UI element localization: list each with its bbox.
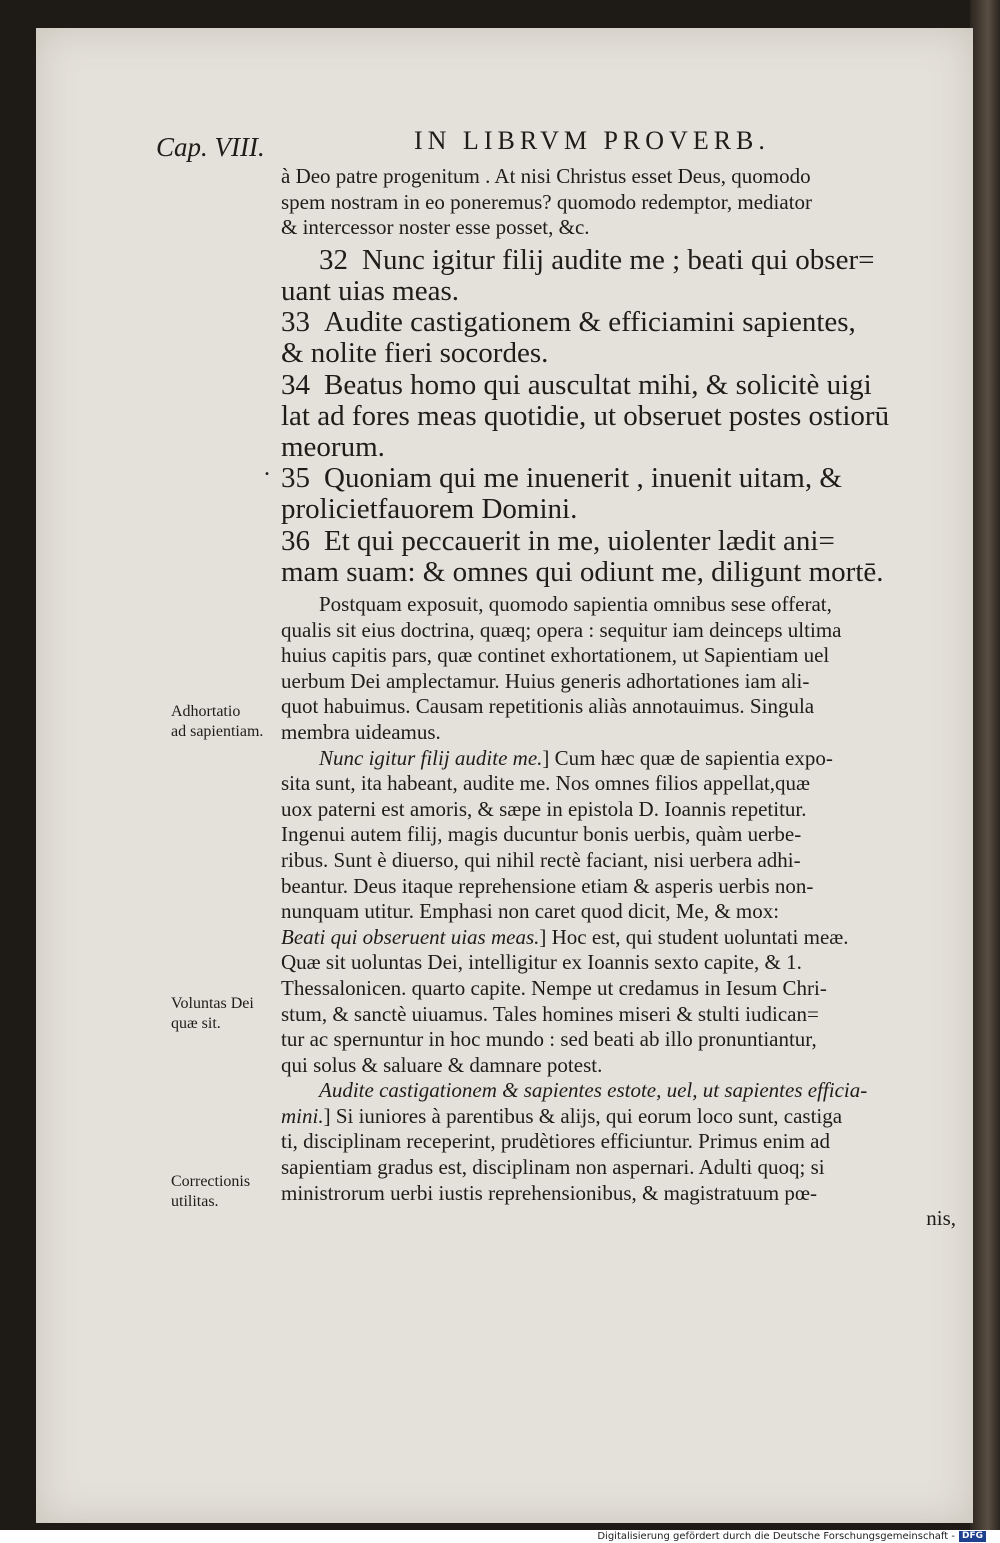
verse-number: 35 (281, 462, 310, 495)
verse-line: meorum. (281, 431, 385, 463)
verse-number: 32 (319, 243, 348, 276)
lemma: Nunc igitur filij audite me. (319, 745, 543, 770)
commentary-line: ribus. Sunt è diuerso, qui nihil rectè faciant, nisi uerbera adhi- (281, 847, 801, 872)
commentary-line: Thessalonicen. quarto capite. Nempe ut credamus in Iesum Chri- (281, 975, 827, 1000)
margin-dot: . (264, 455, 270, 481)
margin-note-voluntas: Voluntas Dei quæ sit. (171, 995, 254, 1032)
footer-text: Digitalisierung gefördert durch die Deutsche Forschungsgemeinschaft - (597, 1531, 955, 1542)
verse-32: 32 Nunc igitur filij audite me ; beati qui obser= (319, 243, 875, 276)
commentary-line: qualis sit eius doctrina, quæq; opera : sequitur iam deinceps ultima (281, 617, 842, 642)
commentary-line: nunquam utitur. Emphasi non caret quod dicit, Me, & mox: (281, 899, 780, 924)
verse-number: 33 (281, 306, 310, 339)
book-page (36, 28, 973, 1523)
commentary-line: Nunc igitur filij audite me.] Cum hæc quæ de sapientia expo- (319, 745, 833, 770)
commentary-line: mini.] Si iuniores à parentibus & alijs, qui eorum loco sunt, castiga (281, 1103, 843, 1128)
commentary-line: uox paterni est amoris, & sæpe in epistola D. Ioannis repetitur. (281, 796, 807, 821)
verse-34: 34 Beatus homo qui auscultat mihi, & solicitè uigi (281, 368, 872, 401)
lemma: mini. (281, 1103, 324, 1128)
verse-line: prolicietfauorem Domini. (281, 493, 578, 526)
commentary-line: Postquam exposuit, quomodo sapientia omnibus sese offerat, (319, 592, 832, 617)
commentary-line: tur ac spernuntur in hoc mundo : sed beati ab illo pronuntiantur, (281, 1027, 817, 1052)
verse-number: 34 (281, 368, 310, 401)
main-text-block (281, 164, 956, 1232)
digitization-footer (597, 1531, 986, 1542)
chapter-heading: Cap. VIII. (156, 132, 265, 162)
commentary-line: sita sunt, ita habeant, audite me. Nos omnes filios appellat,quæ (281, 771, 810, 796)
verse-line: uant uias meas. (281, 274, 459, 307)
verse-35: 35 Quoniam qui me inuenerit , inuenit uitam, & (281, 462, 842, 495)
commentary-line: stum, & sanctè uiuamus. Tales homines miseri & stulti iudican= (281, 1001, 819, 1026)
catchword: nis, (926, 1206, 956, 1231)
text-line: & intercessor noster esse posset, &c. (281, 215, 590, 240)
commentary-line: quot habuimus. Causam repetitionis aliàs annotauimus. Singula (281, 694, 815, 719)
commentary-line: Ingenui autem filij, magis ducuntur bonis uerbis, quàm uerbe- (281, 822, 802, 847)
verse-number: 36 (281, 524, 310, 557)
commentary-line: huius capitis pars, quæ continet exhortationem, ut Sapientiam uel (281, 643, 830, 668)
running-title: IN LIBRVM PROVERB. (414, 126, 770, 155)
commentary-line: membra uideamus. (281, 719, 441, 744)
text-line: spem nostram in eo poneremus? quomodo redemptor, mediator (281, 189, 813, 214)
commentary-line: ti, disciplinam receperint, prudètiores efficiuntur. Primus enim ad (281, 1129, 830, 1154)
verse-line: lat ad fores meas quotidie, ut obseruet postes ostiorū (281, 399, 890, 432)
lemma: Beati qui obseruent uias meas. (281, 924, 540, 949)
verse-33: 33 Audite castigationem & efficiamini sapientes, (281, 306, 856, 339)
verse-line: mam suam: & omnes qui odiunt me, diligunt mortē. (281, 555, 884, 588)
commentary-line: Beati qui obseruent uias meas.] Hoc est, qui student uoluntati meæ. (281, 924, 849, 949)
commentary-line: beantur. Deus itaque reprehensione etiam & asperis uerbis non- (281, 873, 814, 898)
margin-note-correctionis: Correctionis utilitas. (171, 1173, 251, 1210)
verse-line: & nolite fieri socordes. (281, 337, 549, 370)
commentary-line: uerbum Dei amplectamur. Huius generis adhortationes iam ali- (281, 668, 810, 693)
commentary-line: sapientiam gradus est, disciplinam non aspernari. Adulti quoq; si (281, 1155, 825, 1180)
margin-note-adhortatio: Adhortatio ad sapientiam. (171, 703, 264, 740)
book-spine-edge (970, 0, 1000, 1530)
verse-36: 36 Et qui peccauerit in me, uiolenter lædit ani= (281, 524, 835, 557)
dfg-logo: DFG (959, 1531, 986, 1542)
commentary-line: ministrorum uerbi iustis reprehensionibus, & magistratuum pœ- (281, 1180, 818, 1205)
commentary-line: Quæ sit uoluntas Dei, intelligitur ex Ioannis sexto capite, & 1. (281, 950, 802, 975)
commentary-line: qui solus & saluare & damnare potest. (281, 1052, 603, 1077)
lemma-line: Audite castigationem & sapientes estote, uel, ut sapientes efficia- (319, 1078, 868, 1103)
text-line: à Deo patre progenitum . At nisi Christus esset Deus, quomodo (281, 164, 811, 188)
